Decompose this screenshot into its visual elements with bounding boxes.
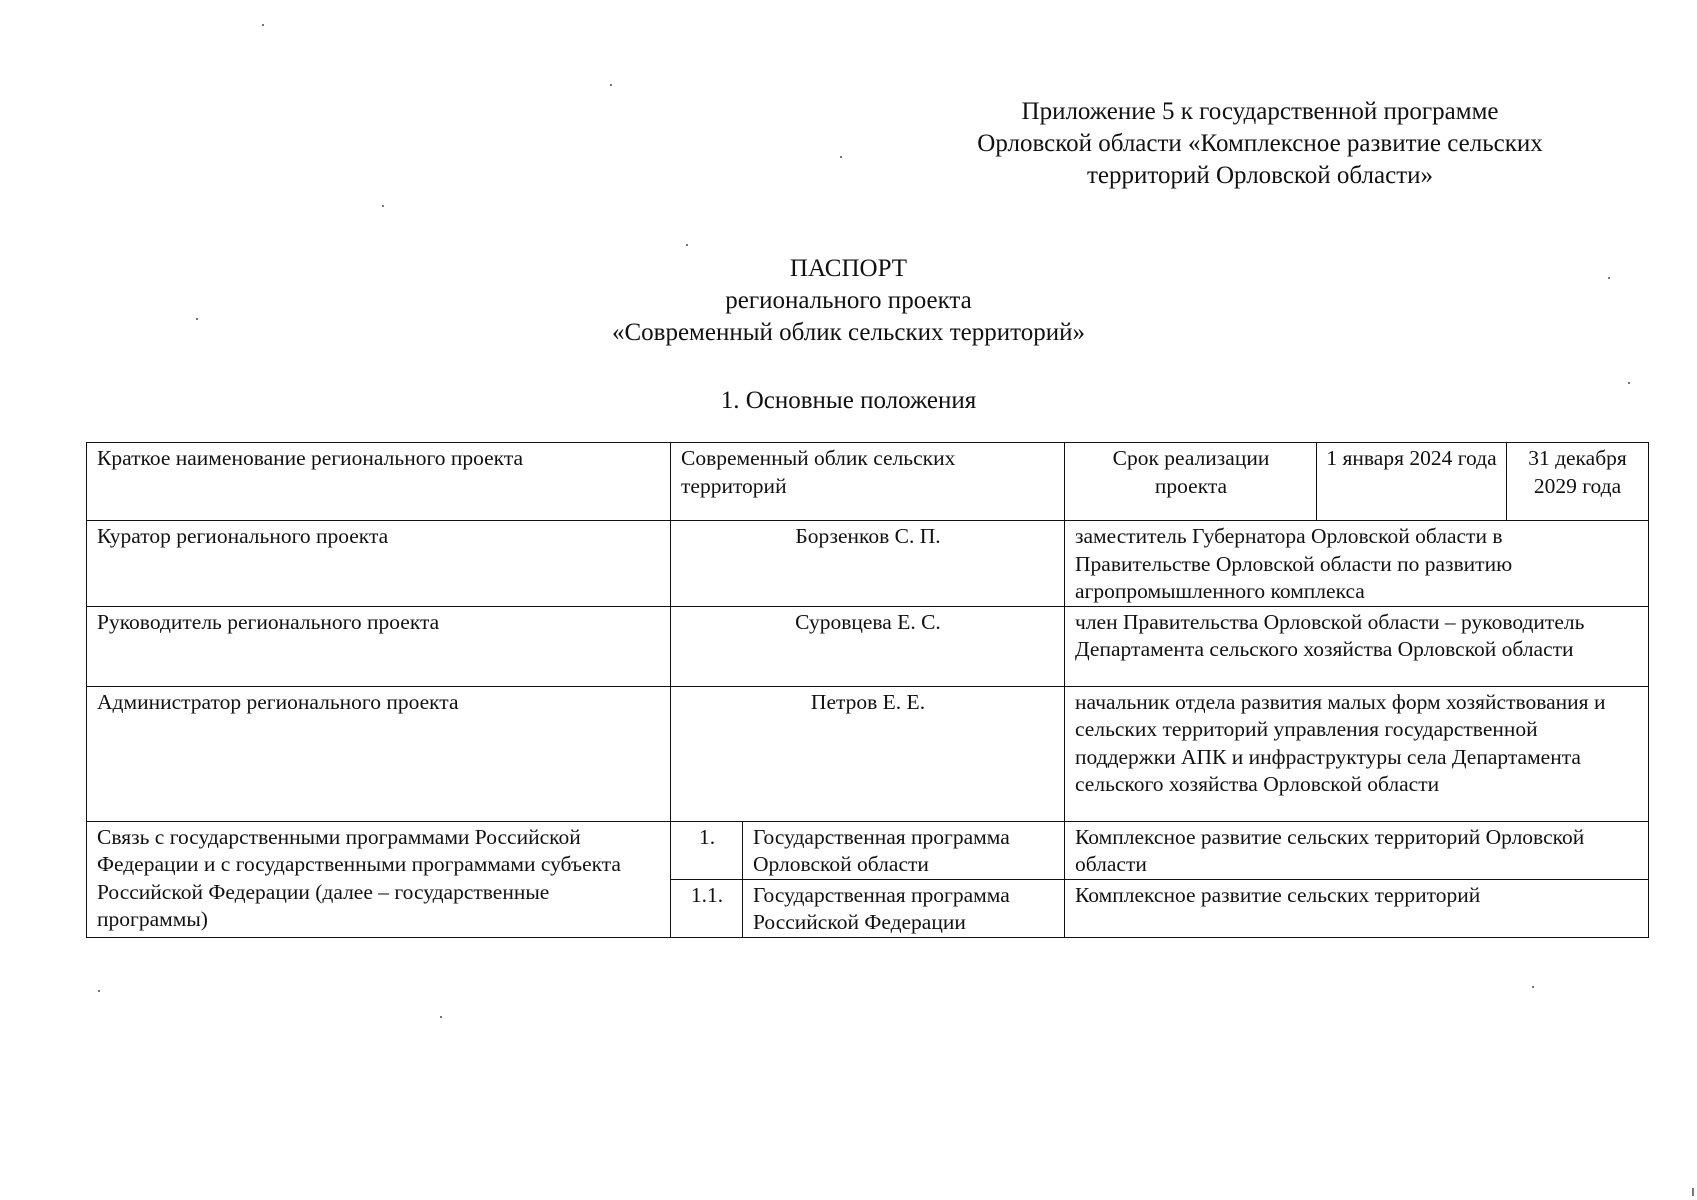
scan-speck bbox=[686, 244, 688, 246]
title-passport: ПАСПОРТ bbox=[789, 255, 908, 282]
program-type: Государственная программа Российской Федерации bbox=[743, 879, 1065, 937]
program-number: 1. bbox=[671, 821, 743, 879]
administrator-label: Администратор регионального проекта bbox=[87, 686, 671, 821]
scan-speck bbox=[262, 24, 264, 26]
table-row-short-name bbox=[87, 443, 1649, 521]
administrator-position: начальник отдела развития малых форм хозяйствования и сельских территорий управления государственной поддержки АПК и инфраструктуры села Департамента сельского хозяйства Орловской области bbox=[1065, 686, 1649, 821]
scan-speck bbox=[1692, 1188, 1694, 1196]
program-name: Комплексное развитие сельских территорий bbox=[1065, 879, 1649, 937]
head-label: Руководитель регионального проекта bbox=[87, 606, 671, 686]
appendix-line-3: территорий Орловской области» bbox=[1086, 162, 1434, 189]
title-project-name: «Современный облик сельских территорий» bbox=[611, 319, 1086, 346]
scan-speck bbox=[382, 205, 384, 207]
scan-speck bbox=[840, 156, 842, 158]
appendix-note bbox=[930, 96, 1590, 192]
scan-speck bbox=[1628, 382, 1630, 384]
period-label: Срок реализации проекта bbox=[1065, 443, 1317, 521]
scan-speck bbox=[196, 318, 198, 320]
head-position: член Правительства Орловской области – руководитель Департамента сельского хозяйства Орловской области bbox=[1065, 606, 1649, 686]
table-row-administrator bbox=[87, 686, 1649, 821]
table-row-program-1 bbox=[87, 821, 1649, 879]
head-name: Суровцева Е. С. bbox=[671, 606, 1065, 686]
appendix-line-1: Приложение 5 к государственной программе bbox=[1021, 98, 1499, 125]
scan-speck bbox=[440, 1016, 442, 1018]
curator-label: Куратор регионального проекта bbox=[87, 521, 671, 607]
period-end: 31 декабря 2029 года bbox=[1507, 443, 1649, 521]
scan-speck bbox=[610, 84, 612, 86]
scan-speck bbox=[1532, 986, 1534, 988]
period-start: 1 января 2024 года bbox=[1317, 443, 1507, 521]
scan-speck bbox=[98, 990, 100, 992]
table-row-head bbox=[87, 606, 1649, 686]
program-name: Комплексное развитие сельских территорий Орловской области bbox=[1065, 821, 1649, 879]
program-number: 1.1. bbox=[671, 879, 743, 937]
curator-position: заместитель Губернатора Орловской области в Правительстве Орловской области по развитию агропромышленного комплекса bbox=[1065, 521, 1649, 607]
program-type: Государственная программа Орловской области bbox=[743, 821, 1065, 879]
administrator-name: Петров Е. Е. bbox=[671, 686, 1065, 821]
document-title bbox=[0, 253, 1697, 349]
curator-name: Борзенков С. П. bbox=[671, 521, 1065, 607]
scan-speck bbox=[1608, 277, 1610, 279]
table-row-curator bbox=[87, 521, 1649, 607]
section-heading: 1. Основные положения bbox=[720, 387, 977, 414]
short-name-value: Современный облик сельских территорий bbox=[671, 443, 1065, 521]
passport-table bbox=[86, 442, 1649, 938]
title-subtitle: регионального проекта bbox=[725, 287, 972, 314]
appendix-line-2: Орловской области «Комплексное развитие сельских bbox=[977, 130, 1543, 157]
programs-label: Связь с государственными программами Российской Федерации и с государственными программами субъекта Российской Федерации (далее – государственные программы) bbox=[87, 821, 671, 937]
short-name-label: Краткое наименование регионального проекта bbox=[87, 443, 671, 521]
